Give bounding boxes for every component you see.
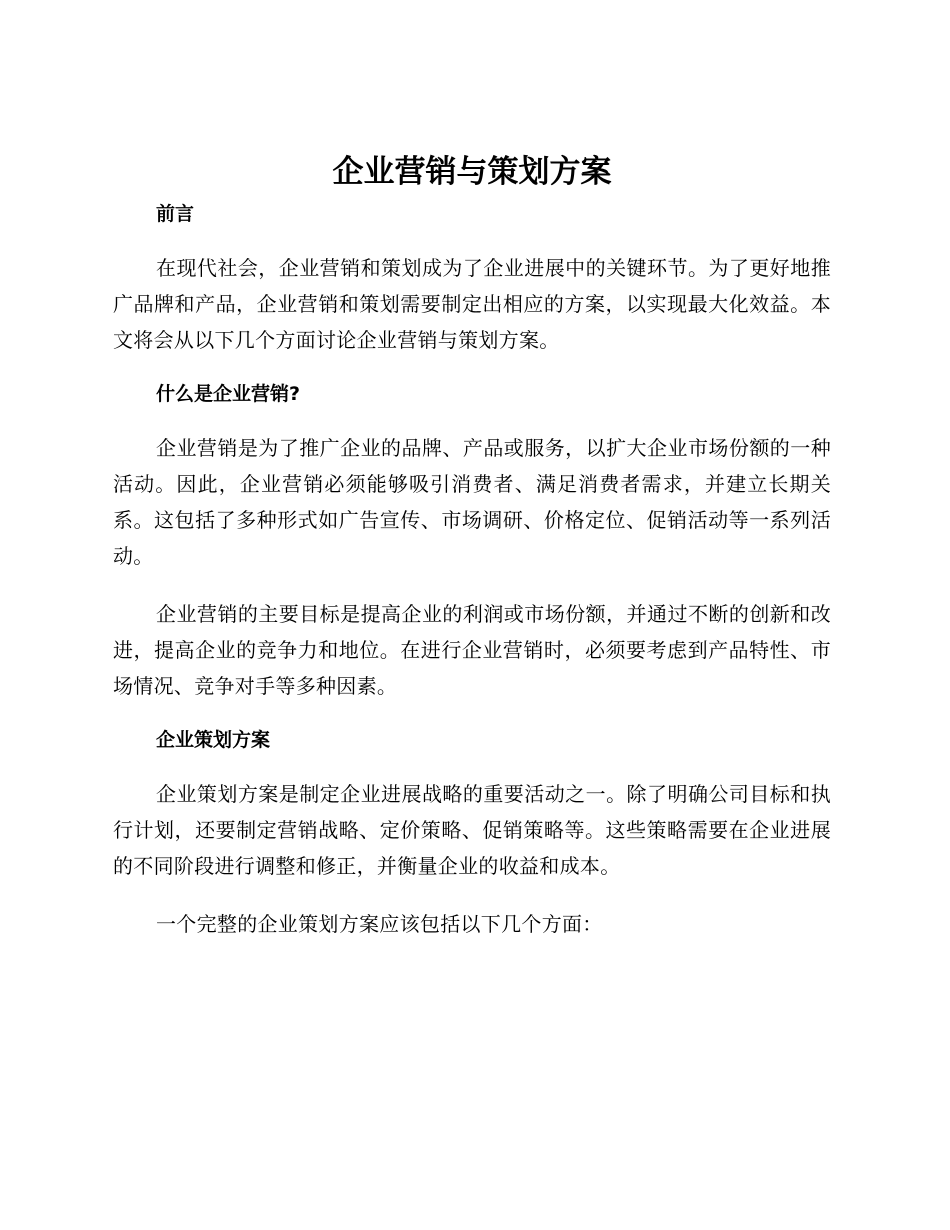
section-heading: 前言 (156, 203, 195, 225)
document-title: 企业营销与策划方案 (332, 154, 612, 190)
paragraph: 企业营销是为了推广企业的品牌、产品或服务，以扩大企业市场份额的一种活动。因此，企业营销必须能够吸引消费者、满足消费者需求，并建立长期关系。这包括了多种形式如广告宣传、市场调研、价格定位、促销活动等一系列活动。 (113, 436, 831, 568)
paragraph: 在现代社会，企业营销和策划成为了企业进展中的关键环节。为了更好地推广品牌和产品，企业营销和策划需要制定出相应的方案，以实现最大化效益。本文将会从以下几个方面讨论企业营销与策划方案。 (113, 256, 831, 352)
document-body (113, 150, 831, 942)
section-planning (113, 726, 831, 942)
section-heading: 企业策划方案 (156, 729, 271, 751)
section-preface (113, 200, 831, 380)
section-heading: 什么是企业营销? (156, 383, 301, 405)
paragraph: 企业营销的主要目标是提高企业的利润或市场份额，并通过不断的创新和改进，提高企业的竞争力和地位。在进行企业营销时，必须要考虑到产品特性、市场情况、竞争对手等多种因素。 (113, 602, 831, 698)
paragraph: 企业策划方案是制定企业进展战略的重要活动之一。除了明确公司目标和执行计划，还要制定营销战略、定价策略、促销策略等。这些策略需要在企业进展的不同阶段进行调整和修正，并衡量企业的收益和成本。 (113, 782, 831, 878)
paragraph: 一个完整的企业策划方案应该包括以下几个方面： (156, 912, 603, 936)
section-what-is-marketing (113, 380, 831, 726)
